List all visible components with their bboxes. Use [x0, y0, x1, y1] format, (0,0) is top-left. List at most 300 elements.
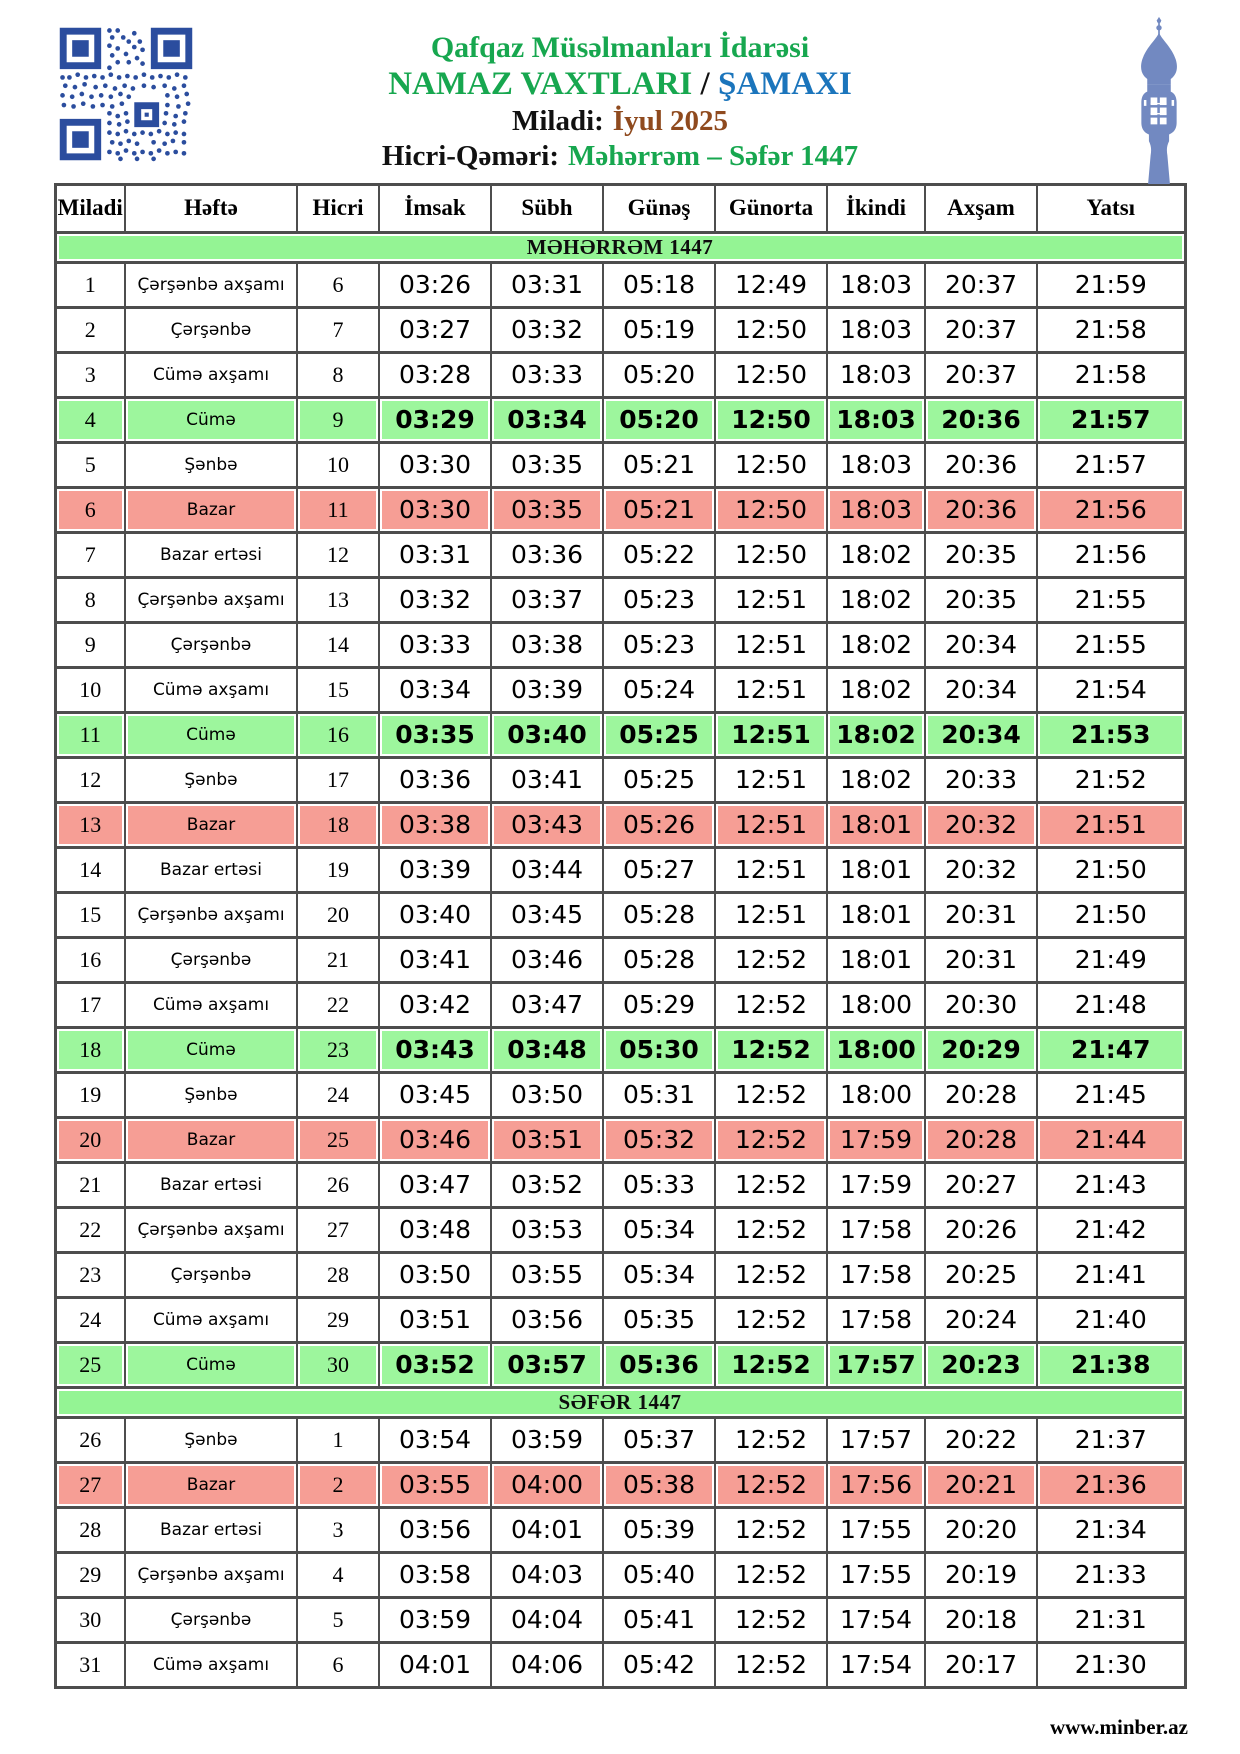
table-row: [55, 262, 1185, 307]
time-cell-axşam: 20:32: [925, 847, 1037, 892]
time-cell-axşam: 20:30: [925, 982, 1037, 1027]
time-cell-sübh: 03:33: [491, 352, 603, 397]
weekday-cell: Çərşənbə axşamı: [125, 262, 297, 307]
footer-site: www.minber.az: [1049, 1715, 1188, 1739]
time-cell-axşam: 20:24: [925, 1297, 1037, 1342]
miladi-label: Miladi:: [511, 105, 604, 138]
weekday-cell: Bazar: [125, 1117, 297, 1162]
time-cell-günorta: 12:52: [715, 1597, 827, 1642]
time-cell-sübh: 03:45: [491, 892, 603, 937]
time-cell-i̇kindi: 18:01: [827, 847, 925, 892]
time-cell-sübh: 03:57: [491, 1342, 603, 1387]
time-cell-axşam: 20:37: [925, 307, 1037, 352]
weekday-cell: Cümə axşamı: [125, 982, 297, 1027]
time-cell-günorta: 12:51: [715, 577, 827, 622]
time-cell-günəş: 05:30: [603, 1027, 715, 1072]
time-cell-günəş: 05:39: [603, 1507, 715, 1552]
miladi-value: İyul 2025: [612, 105, 729, 138]
table-row: [55, 577, 1185, 622]
miladi-day-cell: 12: [55, 757, 125, 802]
hicri-day-cell: 14: [297, 622, 379, 667]
time-cell-i̇kindi: 18:01: [827, 892, 925, 937]
time-cell-sübh: 04:01: [491, 1507, 603, 1552]
table-row: [55, 1162, 1185, 1207]
time-cell-i̇msak: 03:35: [379, 712, 491, 757]
time-cell-sübh: 04:00: [491, 1462, 603, 1507]
time-cell-günorta: 12:52: [715, 1117, 827, 1162]
time-cell-axşam: 20:22: [925, 1417, 1037, 1462]
time-cell-yatsı: 21:33: [1037, 1552, 1185, 1597]
time-cell-i̇kindi: 18:00: [827, 1072, 925, 1117]
time-cell-günəş: 05:34: [603, 1252, 715, 1297]
time-cell-günorta: 12:50: [715, 487, 827, 532]
time-cell-i̇msak: 03:52: [379, 1342, 491, 1387]
table-row: [55, 1342, 1185, 1387]
time-cell-i̇msak: 03:40: [379, 892, 491, 937]
hicri-day-cell: 15: [297, 667, 379, 712]
time-cell-günəş: 05:37: [603, 1417, 715, 1462]
time-cell-günorta: 12:52: [715, 1162, 827, 1207]
time-cell-günəş: 05:20: [603, 352, 715, 397]
weekday-cell: Cümə: [125, 1342, 297, 1387]
time-cell-i̇kindi: 18:03: [827, 487, 925, 532]
time-cell-axşam: 20:34: [925, 712, 1037, 757]
time-cell-axşam: 20:36: [925, 397, 1037, 442]
hicri-day-cell: 27: [297, 1207, 379, 1252]
time-cell-i̇msak: 04:01: [379, 1642, 491, 1687]
weekday-cell: Çərşənbə: [125, 307, 297, 352]
hicri-day-cell: 10: [297, 442, 379, 487]
column-header: Həftə: [125, 184, 297, 232]
title-city: ŞAMAXI: [717, 66, 852, 103]
time-cell-i̇kindi: 18:02: [827, 667, 925, 712]
time-cell-axşam: 20:37: [925, 352, 1037, 397]
miladi-day-cell: 26: [55, 1417, 125, 1462]
time-cell-i̇msak: 03:39: [379, 847, 491, 892]
miladi-day-cell: 23: [55, 1252, 125, 1297]
hicri-day-cell: 17: [297, 757, 379, 802]
section-header-row: [55, 1387, 1185, 1417]
time-cell-günorta: 12:51: [715, 757, 827, 802]
time-cell-i̇msak: 03:38: [379, 802, 491, 847]
time-cell-axşam: 20:35: [925, 532, 1037, 577]
time-cell-günorta: 12:51: [715, 667, 827, 712]
weekday-cell: Bazar: [125, 1462, 297, 1507]
time-cell-sübh: 03:51: [491, 1117, 603, 1162]
time-cell-axşam: 20:27: [925, 1162, 1037, 1207]
hicri-day-cell: 12: [297, 532, 379, 577]
time-cell-günəş: 05:21: [603, 487, 715, 532]
time-cell-axşam: 20:28: [925, 1072, 1037, 1117]
table-row: [55, 442, 1185, 487]
table-row: [55, 1207, 1185, 1252]
time-cell-i̇kindi: 17:58: [827, 1252, 925, 1297]
miladi-day-cell: 20: [55, 1117, 125, 1162]
table-row: [55, 1417, 1185, 1462]
time-cell-yatsı: 21:42: [1037, 1207, 1185, 1252]
section-title: MƏHƏRRƏM 1447: [55, 232, 1185, 262]
hicri-day-cell: 9: [297, 397, 379, 442]
time-cell-i̇kindi: 17:55: [827, 1552, 925, 1597]
weekday-cell: Cümə axşamı: [125, 667, 297, 712]
time-cell-sübh: 03:31: [491, 262, 603, 307]
time-cell-i̇kindi: 18:02: [827, 712, 925, 757]
time-cell-i̇msak: 03:29: [379, 397, 491, 442]
hicri-day-cell: 28: [297, 1252, 379, 1297]
time-cell-i̇kindi: 18:03: [827, 397, 925, 442]
hicri-day-cell: 30: [297, 1342, 379, 1387]
weekday-cell: Bazar ertəsi: [125, 1507, 297, 1552]
table-row: [55, 307, 1185, 352]
table-head: [55, 184, 1185, 232]
time-cell-sübh: 03:41: [491, 757, 603, 802]
hicri-value: Məhərrəm – Səfər 1447: [567, 139, 859, 172]
hicri-day-cell: 21: [297, 937, 379, 982]
time-cell-günorta: 12:50: [715, 307, 827, 352]
hicri-day-cell: 24: [297, 1072, 379, 1117]
time-cell-yatsı: 21:48: [1037, 982, 1185, 1027]
time-cell-yatsı: 21:36: [1037, 1462, 1185, 1507]
table-row: [55, 982, 1185, 1027]
miladi-day-cell: 14: [55, 847, 125, 892]
weekday-cell: Bazar ertəsi: [125, 532, 297, 577]
time-cell-günəş: 05:38: [603, 1462, 715, 1507]
miladi-day-cell: 6: [55, 487, 125, 532]
time-cell-i̇kindi: 18:03: [827, 262, 925, 307]
table-row: [55, 1642, 1185, 1687]
time-cell-günorta: 12:52: [715, 1342, 827, 1387]
time-cell-i̇msak: 03:30: [379, 487, 491, 532]
time-cell-i̇kindi: 17:57: [827, 1342, 925, 1387]
time-cell-sübh: 03:53: [491, 1207, 603, 1252]
time-cell-yatsı: 21:38: [1037, 1342, 1185, 1387]
table-row: [55, 397, 1185, 442]
time-cell-yatsı: 21:58: [1037, 352, 1185, 397]
time-cell-günəş: 05:26: [603, 802, 715, 847]
hicri-day-cell: 19: [297, 847, 379, 892]
time-cell-yatsı: 21:40: [1037, 1297, 1185, 1342]
column-header: Yatsı: [1037, 184, 1185, 232]
column-header: Hicri: [297, 184, 379, 232]
time-cell-i̇kindi: 17:54: [827, 1642, 925, 1687]
table-row: [55, 892, 1185, 937]
time-cell-günorta: 12:51: [715, 847, 827, 892]
miladi-day-cell: 24: [55, 1297, 125, 1342]
time-cell-axşam: 20:34: [925, 622, 1037, 667]
weekday-cell: Cümə axşamı: [125, 352, 297, 397]
table-row: [55, 352, 1185, 397]
minaret-icon: [1133, 16, 1185, 184]
time-cell-yatsı: 21:41: [1037, 1252, 1185, 1297]
miladi-day-cell: 28: [55, 1507, 125, 1552]
weekday-cell: Çərşənbə: [125, 622, 297, 667]
time-cell-i̇msak: 03:30: [379, 442, 491, 487]
time-cell-axşam: 20:36: [925, 487, 1037, 532]
time-cell-sübh: 03:34: [491, 397, 603, 442]
time-cell-axşam: 20:17: [925, 1642, 1037, 1687]
time-cell-axşam: 20:34: [925, 667, 1037, 712]
time-cell-sübh: 03:56: [491, 1297, 603, 1342]
time-cell-günorta: 12:49: [715, 262, 827, 307]
time-cell-yatsı: 21:50: [1037, 847, 1185, 892]
time-cell-günəş: 05:23: [603, 577, 715, 622]
time-cell-günəş: 05:40: [603, 1552, 715, 1597]
time-cell-yatsı: 21:57: [1037, 442, 1185, 487]
time-cell-sübh: 03:36: [491, 532, 603, 577]
hicri-day-cell: 22: [297, 982, 379, 1027]
time-cell-i̇msak: 03:41: [379, 937, 491, 982]
miladi-day-cell: 22: [55, 1207, 125, 1252]
miladi-day-cell: 21: [55, 1162, 125, 1207]
time-cell-yatsı: 21:44: [1037, 1117, 1185, 1162]
time-cell-günəş: 05:25: [603, 712, 715, 757]
time-cell-i̇msak: 03:54: [379, 1417, 491, 1462]
section-title: SƏFƏR 1447: [55, 1387, 1185, 1417]
column-header: Sübh: [491, 184, 603, 232]
time-cell-yatsı: 21:49: [1037, 937, 1185, 982]
miladi-day-cell: 15: [55, 892, 125, 937]
time-cell-yatsı: 21:56: [1037, 487, 1185, 532]
time-cell-i̇kindi: 17:54: [827, 1597, 925, 1642]
time-cell-axşam: 20:21: [925, 1462, 1037, 1507]
time-cell-sübh: 03:46: [491, 937, 603, 982]
time-cell-i̇kindi: 18:02: [827, 577, 925, 622]
time-cell-i̇kindi: 17:56: [827, 1462, 925, 1507]
hicri-day-cell: 18: [297, 802, 379, 847]
time-cell-i̇msak: 03:28: [379, 352, 491, 397]
time-cell-sübh: 03:48: [491, 1027, 603, 1072]
time-cell-yatsı: 21:51: [1037, 802, 1185, 847]
weekday-cell: Cümə axşamı: [125, 1642, 297, 1687]
time-cell-günəş: 05:35: [603, 1297, 715, 1342]
time-cell-i̇kindi: 18:01: [827, 937, 925, 982]
time-cell-günorta: 12:52: [715, 1252, 827, 1297]
column-header: İmsak: [379, 184, 491, 232]
time-cell-yatsı: 21:54: [1037, 667, 1185, 712]
prayer-times-table: [54, 183, 1187, 1689]
hicri-day-cell: 23: [297, 1027, 379, 1072]
column-header: Axşam: [925, 184, 1037, 232]
table-row: [55, 1507, 1185, 1552]
time-cell-yatsı: 21:57: [1037, 397, 1185, 442]
hicri-day-cell: 25: [297, 1117, 379, 1162]
time-cell-yatsı: 21:45: [1037, 1072, 1185, 1117]
time-cell-sübh: 03:37: [491, 577, 603, 622]
miladi-day-cell: 19: [55, 1072, 125, 1117]
hicri-day-cell: 3: [297, 1507, 379, 1552]
title-main: NAMAZ VAXTLARI: [388, 66, 693, 103]
time-cell-i̇msak: 03:48: [379, 1207, 491, 1252]
weekday-cell: Şənbə: [125, 442, 297, 487]
time-cell-sübh: 04:04: [491, 1597, 603, 1642]
time-cell-günəş: 05:29: [603, 982, 715, 1027]
table-row: [55, 622, 1185, 667]
miladi-day-cell: 4: [55, 397, 125, 442]
time-cell-axşam: 20:31: [925, 937, 1037, 982]
weekday-cell: Cümə: [125, 397, 297, 442]
time-cell-i̇msak: 03:33: [379, 622, 491, 667]
time-cell-günəş: 05:23: [603, 622, 715, 667]
weekday-cell: Çərşənbə axşamı: [125, 892, 297, 937]
time-cell-sübh: 03:35: [491, 487, 603, 532]
time-cell-i̇kindi: 18:00: [827, 1027, 925, 1072]
table-row: [55, 1462, 1185, 1507]
hicri-label: Hicri-Qəməri:: [381, 139, 559, 172]
title-separator: /: [692, 66, 718, 103]
time-cell-günorta: 12:52: [715, 982, 827, 1027]
time-cell-günəş: 05:31: [603, 1072, 715, 1117]
hicri-day-cell: 5: [297, 1597, 379, 1642]
weekday-cell: Bazar: [125, 802, 297, 847]
hicri-day-cell: 8: [297, 352, 379, 397]
time-cell-günorta: 12:51: [715, 712, 827, 757]
weekday-cell: Cümə axşamı: [125, 1297, 297, 1342]
time-cell-günəş: 05:19: [603, 307, 715, 352]
table-row: [55, 1597, 1185, 1642]
section-header-row: [55, 232, 1185, 262]
time-cell-günorta: 12:52: [715, 1297, 827, 1342]
time-cell-sübh: 03:39: [491, 667, 603, 712]
time-cell-günorta: 12:52: [715, 1507, 827, 1552]
time-cell-günəş: 05:22: [603, 532, 715, 577]
miladi-day-cell: 18: [55, 1027, 125, 1072]
time-cell-i̇msak: 03:55: [379, 1462, 491, 1507]
time-cell-i̇msak: 03:42: [379, 982, 491, 1027]
weekday-cell: Şənbə: [125, 1417, 297, 1462]
hicri-day-cell: 2: [297, 1462, 379, 1507]
time-cell-günorta: 12:51: [715, 892, 827, 937]
time-cell-günəş: 05:32: [603, 1117, 715, 1162]
time-cell-yatsı: 21:53: [1037, 712, 1185, 757]
time-cell-i̇msak: 03:50: [379, 1252, 491, 1297]
hicri-day-cell: 16: [297, 712, 379, 757]
miladi-day-cell: 3: [55, 352, 125, 397]
time-cell-sübh: 03:55: [491, 1252, 603, 1297]
table-row: [55, 937, 1185, 982]
miladi-day-cell: 10: [55, 667, 125, 712]
time-cell-i̇msak: 03:58: [379, 1552, 491, 1597]
time-cell-günorta: 12:52: [715, 1462, 827, 1507]
hicri-day-cell: 7: [297, 307, 379, 352]
weekday-cell: Şənbə: [125, 1072, 297, 1117]
time-cell-axşam: 20:19: [925, 1552, 1037, 1597]
time-cell-sübh: 04:03: [491, 1552, 603, 1597]
weekday-cell: Şənbə: [125, 757, 297, 802]
table-row: [55, 1072, 1185, 1117]
weekday-cell: Çərşənbə axşamı: [125, 1207, 297, 1252]
weekday-cell: Çərşənbə: [125, 1252, 297, 1297]
miladi-day-cell: 29: [55, 1552, 125, 1597]
time-cell-axşam: 20:33: [925, 757, 1037, 802]
time-cell-yatsı: 21:52: [1037, 757, 1185, 802]
time-cell-i̇msak: 03:27: [379, 307, 491, 352]
weekday-cell: Çərşənbə axşamı: [125, 1552, 297, 1597]
column-header: İkindi: [827, 184, 925, 232]
time-cell-i̇kindi: 17:57: [827, 1417, 925, 1462]
time-cell-i̇kindi: 17:59: [827, 1117, 925, 1162]
time-cell-i̇msak: 03:46: [379, 1117, 491, 1162]
table-row: [55, 1297, 1185, 1342]
time-cell-günorta: 12:50: [715, 442, 827, 487]
time-cell-axşam: 20:23: [925, 1342, 1037, 1387]
time-cell-günorta: 12:52: [715, 1552, 827, 1597]
miladi-day-cell: 1: [55, 262, 125, 307]
time-cell-yatsı: 21:30: [1037, 1642, 1185, 1687]
time-cell-i̇msak: 03:43: [379, 1027, 491, 1072]
weekday-cell: Çərşənbə axşamı: [125, 577, 297, 622]
time-cell-i̇msak: 03:34: [379, 667, 491, 712]
hicri-day-cell: 26: [297, 1162, 379, 1207]
time-cell-yatsı: 21:55: [1037, 622, 1185, 667]
time-cell-i̇kindi: 18:00: [827, 982, 925, 1027]
time-cell-günəş: 05:36: [603, 1342, 715, 1387]
miladi-day-cell: 17: [55, 982, 125, 1027]
time-cell-sübh: 03:52: [491, 1162, 603, 1207]
miladi-day-cell: 16: [55, 937, 125, 982]
time-cell-günəş: 05:34: [603, 1207, 715, 1252]
table-row: [55, 1552, 1185, 1597]
miladi-day-cell: 30: [55, 1597, 125, 1642]
hicri-day-cell: 29: [297, 1297, 379, 1342]
time-cell-yatsı: 21:43: [1037, 1162, 1185, 1207]
miladi-day-cell: 9: [55, 622, 125, 667]
time-cell-sübh: 04:06: [491, 1642, 603, 1687]
table-row: [55, 487, 1185, 532]
table-row: [55, 1252, 1185, 1297]
table-row: [55, 667, 1185, 712]
time-cell-yatsı: 21:31: [1037, 1597, 1185, 1642]
hicri-day-cell: 1: [297, 1417, 379, 1462]
time-cell-i̇kindi: 18:01: [827, 802, 925, 847]
time-cell-günəş: 05:33: [603, 1162, 715, 1207]
time-cell-i̇kindi: 18:03: [827, 352, 925, 397]
time-cell-axşam: 20:37: [925, 262, 1037, 307]
time-cell-axşam: 20:18: [925, 1597, 1037, 1642]
hicri-day-cell: 11: [297, 487, 379, 532]
weekday-cell: Bazar: [125, 487, 297, 532]
weekday-cell: Cümə: [125, 712, 297, 757]
time-cell-günəş: 05:27: [603, 847, 715, 892]
time-cell-yatsı: 21:56: [1037, 532, 1185, 577]
time-cell-günəş: 05:21: [603, 442, 715, 487]
weekday-cell: Çərşənbə: [125, 1597, 297, 1642]
table-row: [55, 802, 1185, 847]
time-cell-sübh: 03:35: [491, 442, 603, 487]
time-cell-günorta: 12:52: [715, 1072, 827, 1117]
miladi-day-cell: 5: [55, 442, 125, 487]
time-cell-i̇msak: 03:31: [379, 532, 491, 577]
time-cell-günorta: 12:52: [715, 1207, 827, 1252]
table-body: [55, 232, 1185, 1687]
time-cell-i̇msak: 03:56: [379, 1507, 491, 1552]
time-cell-i̇kindi: 18:03: [827, 307, 925, 352]
time-cell-i̇msak: 03:36: [379, 757, 491, 802]
table-row: [55, 1117, 1185, 1162]
time-cell-günəş: 05:18: [603, 262, 715, 307]
time-cell-günorta: 12:52: [715, 1642, 827, 1687]
time-cell-i̇msak: 03:59: [379, 1597, 491, 1642]
time-cell-axşam: 20:25: [925, 1252, 1037, 1297]
time-cell-yatsı: 21:55: [1037, 577, 1185, 622]
time-cell-günəş: 05:24: [603, 667, 715, 712]
time-cell-günəş: 05:28: [603, 892, 715, 937]
time-cell-axşam: 20:26: [925, 1207, 1037, 1252]
table-row: [55, 847, 1185, 892]
time-cell-axşam: 20:35: [925, 577, 1037, 622]
column-header-row: [55, 184, 1185, 232]
column-header: Miladi: [55, 184, 125, 232]
miladi-day-cell: 11: [55, 712, 125, 757]
